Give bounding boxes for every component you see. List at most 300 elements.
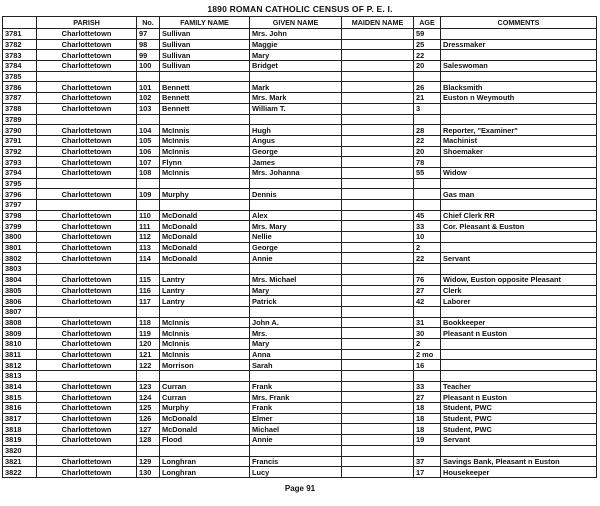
number-cell: 122 <box>137 360 160 371</box>
age-cell: 20 <box>414 146 441 157</box>
number-cell: 126 <box>137 413 160 424</box>
parish-cell: Charlottetown <box>37 274 137 285</box>
column-header-id <box>3 17 37 29</box>
row-number: 3811 <box>3 349 37 360</box>
number-cell <box>137 306 160 317</box>
parish-cell: Charlottetown <box>37 381 137 392</box>
age-cell: 78 <box>414 157 441 168</box>
family-name-cell: Murphy <box>160 403 250 414</box>
comments-cell <box>441 103 597 114</box>
comments-cell: Dressmaker <box>441 39 597 50</box>
parish-cell: Charlottetown <box>37 103 137 114</box>
family-name-cell: Flynn <box>160 157 250 168</box>
row-number: 3809 <box>3 328 37 339</box>
table-row <box>3 296 597 307</box>
row-number: 3792 <box>3 146 37 157</box>
row-number: 3790 <box>3 125 37 136</box>
row-number: 3781 <box>3 29 37 40</box>
row-number: 3814 <box>3 381 37 392</box>
family-name-cell: Bennett <box>160 93 250 104</box>
given-name-cell: John A. <box>250 317 342 328</box>
comments-cell <box>441 338 597 349</box>
table-row <box>3 82 597 93</box>
given-name-cell: Mrs. Johanna <box>250 167 342 178</box>
comments-cell: Housekeeper <box>441 467 597 478</box>
maiden-name-cell <box>342 135 414 146</box>
parish-cell: Charlottetown <box>37 413 137 424</box>
age-cell: 55 <box>414 167 441 178</box>
given-name-cell: Frank <box>250 403 342 414</box>
parish-cell: Charlottetown <box>37 167 137 178</box>
maiden-name-cell <box>342 178 414 189</box>
comments-cell: Servant <box>441 253 597 264</box>
family-name-cell: Murphy <box>160 189 250 200</box>
row-number: 3822 <box>3 467 37 478</box>
table-row <box>3 392 597 403</box>
row-number: 3810 <box>3 338 37 349</box>
comments-cell: Student, PWC <box>441 413 597 424</box>
comments-cell: Cor. Pleasant & Euston <box>441 221 597 232</box>
table-row <box>3 114 597 125</box>
given-name-cell: Annie <box>250 253 342 264</box>
comments-cell <box>441 200 597 211</box>
table-row <box>3 285 597 296</box>
age-cell: 26 <box>414 82 441 93</box>
comments-cell <box>441 71 597 82</box>
family-name-cell: McDonald <box>160 253 250 264</box>
table-row <box>3 146 597 157</box>
maiden-name-cell <box>342 232 414 243</box>
family-name-cell: Lantry <box>160 296 250 307</box>
column-header-comments: COMMENTS <box>441 17 597 29</box>
family-name-cell <box>160 71 250 82</box>
family-name-cell: McInnis <box>160 338 250 349</box>
number-cell: 100 <box>137 61 160 72</box>
maiden-name-cell <box>342 157 414 168</box>
parish-cell: Charlottetown <box>37 424 137 435</box>
maiden-name-cell <box>342 413 414 424</box>
family-name-cell: Lantry <box>160 285 250 296</box>
table-row <box>3 328 597 339</box>
given-name-cell: Mrs. John <box>250 29 342 40</box>
row-number: 3803 <box>3 264 37 275</box>
number-cell <box>137 371 160 382</box>
maiden-name-cell <box>342 103 414 114</box>
number-cell: 114 <box>137 253 160 264</box>
maiden-name-cell <box>342 371 414 382</box>
row-number: 3802 <box>3 253 37 264</box>
family-name-cell: Bennett <box>160 82 250 93</box>
table-row <box>3 403 597 414</box>
row-number: 3798 <box>3 210 37 221</box>
given-name-cell: Patrick <box>250 296 342 307</box>
maiden-name-cell <box>342 296 414 307</box>
maiden-name-cell <box>342 253 414 264</box>
row-number: 3818 <box>3 424 37 435</box>
table-row <box>3 61 597 72</box>
age-cell <box>414 189 441 200</box>
row-number: 3783 <box>3 50 37 61</box>
comments-cell <box>441 306 597 317</box>
maiden-name-cell <box>342 392 414 403</box>
given-name-cell: William T. <box>250 103 342 114</box>
parish-cell: Charlottetown <box>37 82 137 93</box>
parish-cell: Charlottetown <box>37 125 137 136</box>
given-name-cell: Mary <box>250 338 342 349</box>
given-name-cell: Francis <box>250 456 342 467</box>
given-name-cell: James <box>250 157 342 168</box>
number-cell: 124 <box>137 392 160 403</box>
row-number: 3782 <box>3 39 37 50</box>
table-row <box>3 435 597 446</box>
maiden-name-cell <box>342 317 414 328</box>
given-name-cell: Hugh <box>250 125 342 136</box>
parish-cell: Charlottetown <box>37 189 137 200</box>
maiden-name-cell <box>342 242 414 253</box>
parish-cell <box>37 71 137 82</box>
parish-cell: Charlottetown <box>37 157 137 168</box>
comments-cell: Student, PWC <box>441 403 597 414</box>
comments-cell <box>441 264 597 275</box>
comments-cell: Servant <box>441 435 597 446</box>
maiden-name-cell <box>342 381 414 392</box>
given-name-cell <box>250 71 342 82</box>
maiden-name-cell <box>342 146 414 157</box>
comments-cell: Pleasant n Euston <box>441 328 597 339</box>
given-name-cell: Mrs. <box>250 328 342 339</box>
comments-cell: Shoemaker <box>441 146 597 157</box>
given-name-cell: Dennis <box>250 189 342 200</box>
family-name-cell: Curran <box>160 392 250 403</box>
row-number: 3791 <box>3 135 37 146</box>
given-name-cell: Mrs. Michael <box>250 274 342 285</box>
given-name-cell: Lucy <box>250 467 342 478</box>
table-row <box>3 39 597 50</box>
comments-cell <box>441 232 597 243</box>
row-number: 3812 <box>3 360 37 371</box>
parish-cell: Charlottetown <box>37 435 137 446</box>
number-cell: 104 <box>137 125 160 136</box>
age-cell: 22 <box>414 253 441 264</box>
table-row <box>3 413 597 424</box>
row-number: 3807 <box>3 306 37 317</box>
number-cell <box>137 114 160 125</box>
table-row <box>3 360 597 371</box>
family-name-cell: Sullivan <box>160 29 250 40</box>
comments-cell: Saleswoman <box>441 61 597 72</box>
parish-cell <box>37 264 137 275</box>
number-cell: 109 <box>137 189 160 200</box>
row-number: 3787 <box>3 93 37 104</box>
family-name-cell <box>160 178 250 189</box>
given-name-cell: Alex <box>250 210 342 221</box>
family-name-cell: Flood <box>160 435 250 446</box>
maiden-name-cell <box>342 274 414 285</box>
parish-cell: Charlottetown <box>37 285 137 296</box>
number-cell: 111 <box>137 221 160 232</box>
given-name-cell: Maggie <box>250 39 342 50</box>
maiden-name-cell <box>342 338 414 349</box>
parish-cell: Charlottetown <box>37 210 137 221</box>
age-cell: 33 <box>414 221 441 232</box>
family-name-cell: McInnis <box>160 135 250 146</box>
comments-cell: Chief Clerk RR <box>441 210 597 221</box>
row-number: 3793 <box>3 157 37 168</box>
maiden-name-cell <box>342 82 414 93</box>
column-header-no: No. <box>137 17 160 29</box>
comments-cell: Pleasant n Euston <box>441 392 597 403</box>
maiden-name-cell <box>342 200 414 211</box>
age-cell: 3 <box>414 103 441 114</box>
number-cell <box>137 200 160 211</box>
maiden-name-cell <box>342 306 414 317</box>
age-cell: 22 <box>414 50 441 61</box>
number-cell: 120 <box>137 338 160 349</box>
table-row <box>3 93 597 104</box>
table-row <box>3 253 597 264</box>
comments-cell <box>441 50 597 61</box>
number-cell: 99 <box>137 50 160 61</box>
number-cell: 110 <box>137 210 160 221</box>
age-cell <box>414 114 441 125</box>
header-row <box>3 17 597 29</box>
table-row <box>3 338 597 349</box>
comments-cell: Teacher <box>441 381 597 392</box>
age-cell: 22 <box>414 135 441 146</box>
family-name-cell: McDonald <box>160 210 250 221</box>
family-name-cell: McDonald <box>160 221 250 232</box>
table-row <box>3 221 597 232</box>
age-cell <box>414 264 441 275</box>
maiden-name-cell <box>342 435 414 446</box>
given-name-cell: Frank <box>250 381 342 392</box>
maiden-name-cell <box>342 285 414 296</box>
comments-cell: Widow, Euston opposite Pleasant <box>441 274 597 285</box>
parish-cell: Charlottetown <box>37 146 137 157</box>
maiden-name-cell <box>342 125 414 136</box>
parish-cell: Charlottetown <box>37 135 137 146</box>
number-cell: 108 <box>137 167 160 178</box>
table-row <box>3 50 597 61</box>
age-cell <box>414 306 441 317</box>
maiden-name-cell <box>342 264 414 275</box>
number-cell: 97 <box>137 29 160 40</box>
age-cell: 33 <box>414 381 441 392</box>
family-name-cell: Sullivan <box>160 39 250 50</box>
number-cell: 130 <box>137 467 160 478</box>
row-number: 3808 <box>3 317 37 328</box>
number-cell: 119 <box>137 328 160 339</box>
family-name-cell: McInnis <box>160 125 250 136</box>
given-name-cell: Michael <box>250 424 342 435</box>
given-name-cell: Elmer <box>250 413 342 424</box>
row-number: 3816 <box>3 403 37 414</box>
age-cell <box>414 371 441 382</box>
table-row <box>3 264 597 275</box>
given-name-cell: Bridget <box>250 61 342 72</box>
family-name-cell: McInnis <box>160 167 250 178</box>
comments-cell: Bookkeeper <box>441 317 597 328</box>
maiden-name-cell <box>342 93 414 104</box>
number-cell: 102 <box>137 93 160 104</box>
age-cell: 30 <box>414 328 441 339</box>
maiden-name-cell <box>342 221 414 232</box>
table-row <box>3 424 597 435</box>
parish-cell: Charlottetown <box>37 253 137 264</box>
column-header-parish: PARISH <box>37 17 137 29</box>
family-name-cell <box>160 200 250 211</box>
census-table <box>2 16 597 478</box>
maiden-name-cell <box>342 360 414 371</box>
parish-cell: Charlottetown <box>37 467 137 478</box>
family-name-cell <box>160 264 250 275</box>
age-cell: 10 <box>414 232 441 243</box>
number-cell: 103 <box>137 103 160 114</box>
age-cell: 16 <box>414 360 441 371</box>
comments-cell <box>441 360 597 371</box>
parish-cell: Charlottetown <box>37 392 137 403</box>
number-cell: 113 <box>137 242 160 253</box>
given-name-cell: Mary <box>250 50 342 61</box>
age-cell: 18 <box>414 424 441 435</box>
parish-cell <box>37 445 137 456</box>
age-cell <box>414 71 441 82</box>
comments-cell: Student, PWC <box>441 424 597 435</box>
comments-cell <box>441 157 597 168</box>
row-number: 3815 <box>3 392 37 403</box>
parish-cell <box>37 371 137 382</box>
number-cell: 116 <box>137 285 160 296</box>
age-cell <box>414 178 441 189</box>
comments-cell <box>441 29 597 40</box>
comments-cell <box>441 445 597 456</box>
given-name-cell: Nellie <box>250 232 342 243</box>
given-name-cell: Mark <box>250 82 342 93</box>
number-cell: 112 <box>137 232 160 243</box>
comments-cell <box>441 349 597 360</box>
row-number: 3800 <box>3 232 37 243</box>
age-cell: 42 <box>414 296 441 307</box>
age-cell: 76 <box>414 274 441 285</box>
parish-cell: Charlottetown <box>37 242 137 253</box>
parish-cell: Charlottetown <box>37 349 137 360</box>
row-number: 3805 <box>3 285 37 296</box>
family-name-cell: Lantry <box>160 274 250 285</box>
comments-cell: Clerk <box>441 285 597 296</box>
row-number: 3786 <box>3 82 37 93</box>
age-cell: 25 <box>414 39 441 50</box>
number-cell: 121 <box>137 349 160 360</box>
column-header-family-name: FAMILY NAME <box>160 17 250 29</box>
family-name-cell: Curran <box>160 381 250 392</box>
family-name-cell: McDonald <box>160 232 250 243</box>
table-row <box>3 135 597 146</box>
table-row <box>3 445 597 456</box>
parish-cell <box>37 114 137 125</box>
given-name-cell: Annie <box>250 435 342 446</box>
parish-cell: Charlottetown <box>37 61 137 72</box>
family-name-cell: McDonald <box>160 413 250 424</box>
given-name-cell: Sarah <box>250 360 342 371</box>
age-cell: 37 <box>414 456 441 467</box>
age-cell: 18 <box>414 403 441 414</box>
given-name-cell: Angus <box>250 135 342 146</box>
family-name-cell: McDonald <box>160 242 250 253</box>
maiden-name-cell <box>342 349 414 360</box>
comments-cell: Reporter, "Examiner" <box>441 125 597 136</box>
number-cell <box>137 264 160 275</box>
table-row <box>3 317 597 328</box>
maiden-name-cell <box>342 29 414 40</box>
comments-cell: Euston n Weymouth <box>441 93 597 104</box>
table-row <box>3 232 597 243</box>
given-name-cell <box>250 371 342 382</box>
comments-cell: Widow <box>441 167 597 178</box>
parish-cell: Charlottetown <box>37 50 137 61</box>
table-row <box>3 467 597 478</box>
given-name-cell <box>250 264 342 275</box>
census-body <box>3 29 597 478</box>
maiden-name-cell <box>342 210 414 221</box>
table-row <box>3 125 597 136</box>
number-cell: 127 <box>137 424 160 435</box>
number-cell: 129 <box>137 456 160 467</box>
age-cell: 27 <box>414 285 441 296</box>
table-row <box>3 210 597 221</box>
row-number: 3820 <box>3 445 37 456</box>
table-row <box>3 306 597 317</box>
row-number: 3813 <box>3 371 37 382</box>
maiden-name-cell <box>342 61 414 72</box>
table-row <box>3 274 597 285</box>
comments-cell <box>441 371 597 382</box>
age-cell: 59 <box>414 29 441 40</box>
page-title: 1890 ROMAN CATHOLIC CENSUS OF P. E. I. <box>207 4 393 14</box>
maiden-name-cell <box>342 424 414 435</box>
age-cell: 21 <box>414 93 441 104</box>
age-cell: 31 <box>414 317 441 328</box>
table-row <box>3 371 597 382</box>
number-cell: 115 <box>137 274 160 285</box>
family-name-cell: Morrison <box>160 360 250 371</box>
age-cell: 2 <box>414 242 441 253</box>
maiden-name-cell <box>342 50 414 61</box>
number-cell: 118 <box>137 317 160 328</box>
given-name-cell: Mrs. Mark <box>250 93 342 104</box>
comments-cell <box>441 114 597 125</box>
table-row <box>3 178 597 189</box>
table-row <box>3 103 597 114</box>
comments-cell: Machinist <box>441 135 597 146</box>
family-name-cell: McInnis <box>160 317 250 328</box>
age-cell: 2 <box>414 338 441 349</box>
given-name-cell: George <box>250 146 342 157</box>
given-name-cell: Mary <box>250 285 342 296</box>
number-cell: 117 <box>137 296 160 307</box>
number-cell: 101 <box>137 82 160 93</box>
given-name-cell <box>250 178 342 189</box>
table-row <box>3 242 597 253</box>
maiden-name-cell <box>342 167 414 178</box>
family-name-cell: Longhran <box>160 456 250 467</box>
number-cell: 125 <box>137 403 160 414</box>
given-name-cell: George <box>250 242 342 253</box>
family-name-cell: Bennett <box>160 103 250 114</box>
maiden-name-cell <box>342 467 414 478</box>
family-name-cell: Longhran <box>160 467 250 478</box>
family-name-cell <box>160 445 250 456</box>
parish-cell: Charlottetown <box>37 221 137 232</box>
